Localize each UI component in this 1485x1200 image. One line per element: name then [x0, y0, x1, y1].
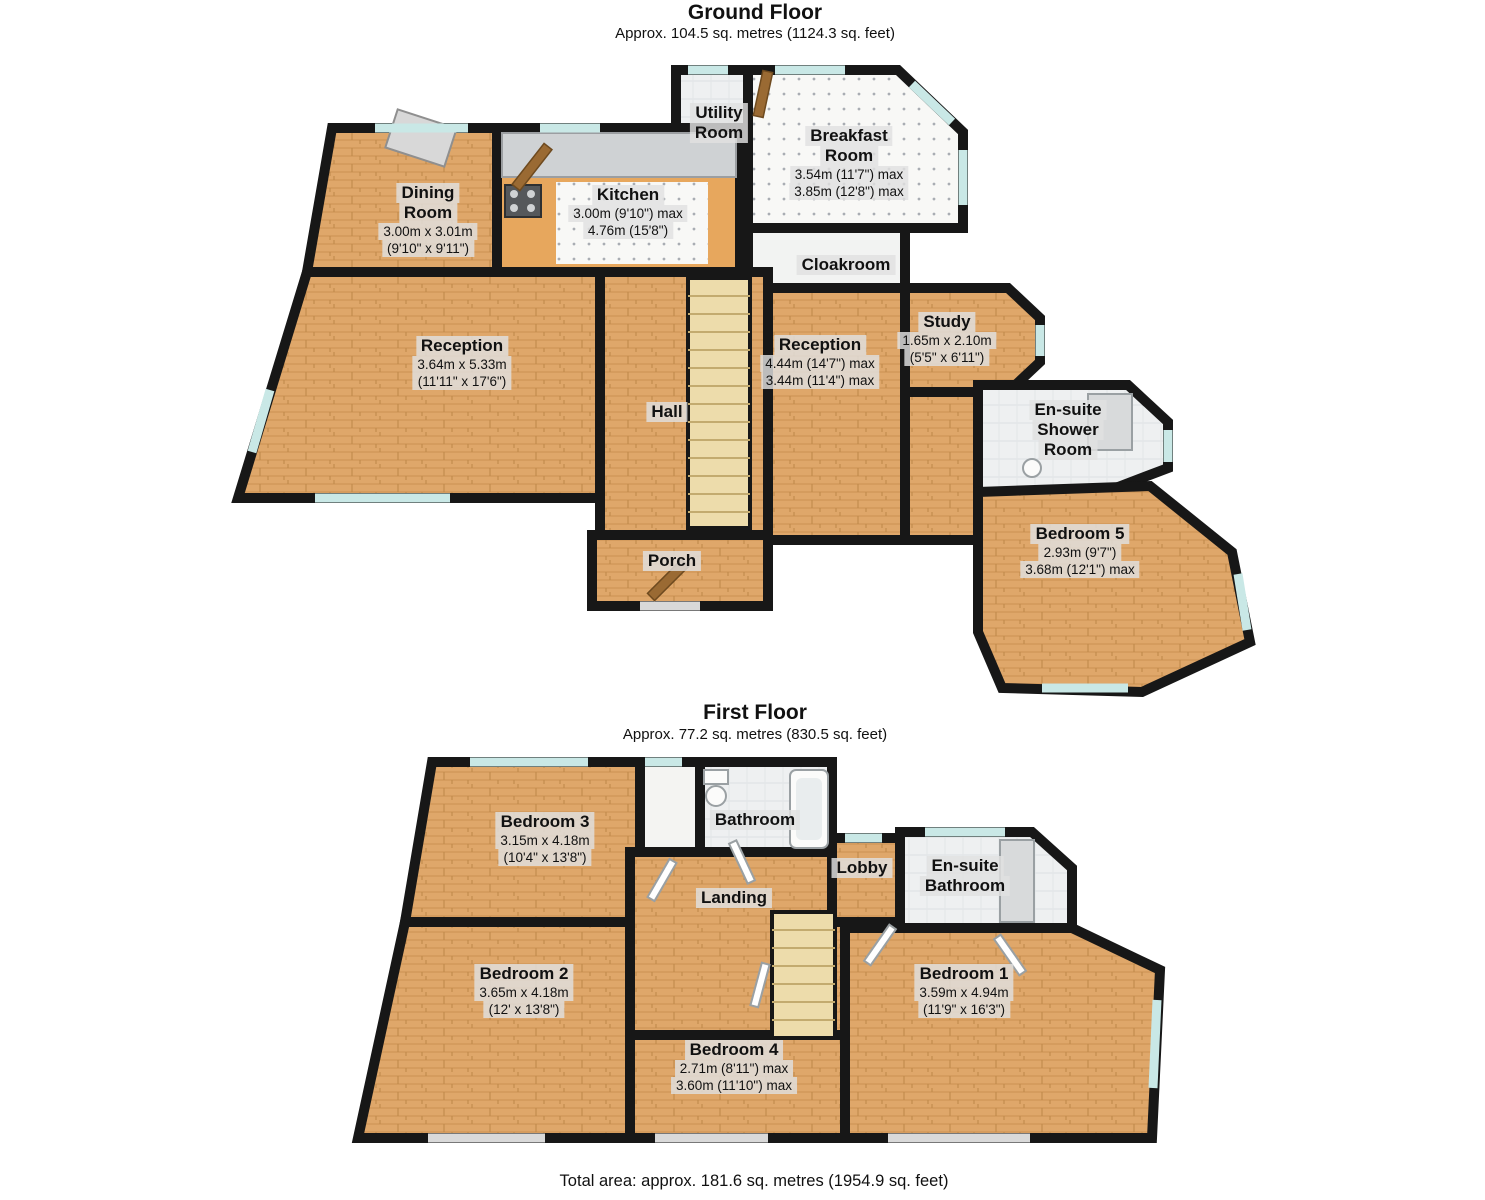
room-dim-line: (11'9" x 16'3") [918, 1001, 1010, 1018]
inner-hall-floor [905, 392, 978, 540]
room-name-line: Room [1039, 440, 1097, 460]
first-floor-subtitle: Approx. 77.2 sq. metres (830.5 sq. feet) [622, 726, 888, 743]
label-ensuite-shower-room [1029, 400, 1106, 460]
hob-burner [510, 190, 518, 198]
room-name-line: Bedroom 1 [915, 964, 1014, 984]
room-dim-line: (11'11" x 17'6") [413, 373, 512, 390]
label-dining-room [378, 183, 477, 257]
ground-floor-stairs [688, 278, 750, 528]
room-dim-line: (12' x 13'8") [484, 1001, 565, 1018]
room-name-line: Bathroom [920, 876, 1010, 896]
room-name-line: Porch [643, 551, 701, 571]
ground-floor-subtitle: Approx. 104.5 sq. metres (1124.3 sq. feet) [615, 25, 895, 42]
room-name-line: Room [690, 123, 748, 143]
room-name-line: Room [820, 146, 878, 166]
label-hall [646, 402, 687, 422]
room-name-line: Shower [1032, 420, 1103, 440]
ensuite-basin-shape [1023, 459, 1041, 477]
room-lobby-floor [832, 838, 900, 922]
label-bedroom3 [495, 812, 594, 866]
label-breakfast-room [789, 126, 908, 200]
room-dim-line: (5'5" x 6'11") [905, 349, 990, 366]
room-dim-line: (9'10" x 9'11") [382, 240, 474, 257]
toilet-cistern-shape [704, 770, 728, 784]
room-bedroom5-floor [978, 486, 1250, 692]
room-dim-line: 3.68m (12'1") max [1020, 561, 1139, 578]
room-dim-line: 3.85m (12'8") max [789, 183, 908, 200]
stairwell-gap-floor [640, 762, 700, 852]
room-dim-line: 4.44m (14'7") max [760, 355, 879, 372]
room-dim-line: 3.64m x 5.33m [412, 356, 511, 373]
ground-floor-title: Ground Floor [687, 1, 823, 24]
room-dim-line: 3.59m x 4.94m [914, 984, 1013, 1001]
label-ensuite-bathroom [920, 856, 1010, 896]
label-bedroom4 [671, 1040, 797, 1094]
room-name-line: En-suite [1029, 400, 1106, 420]
room-dim-line: 2.71m (8'11") max [675, 1060, 793, 1077]
label-kitchen [568, 185, 687, 239]
label-cloakroom [797, 255, 896, 275]
room-name-line: Cloakroom [797, 255, 896, 275]
room-bedroom2-floor [358, 922, 630, 1138]
label-reception-left [412, 336, 511, 390]
room-name-line: Lobby [832, 858, 893, 878]
room-bedroom1-floor [845, 928, 1160, 1138]
room-name-line: Hall [646, 402, 687, 422]
first-floor-title: First Floor [703, 701, 807, 724]
room-dim-line: 3.00m (9'10") max [568, 205, 687, 222]
room-dim-line: (10'4" x 13'8") [498, 849, 591, 866]
label-reception-right [760, 335, 879, 389]
room-reception-right-floor [768, 288, 905, 540]
label-bathroom [710, 810, 800, 830]
room-name-line: Bedroom 4 [685, 1040, 784, 1060]
room-name-line: Landing [696, 888, 772, 908]
room-name-line: Bedroom 5 [1031, 524, 1130, 544]
room-name-line: Reception [416, 336, 508, 356]
room-dim-line: 4.76m (15'8") [583, 222, 673, 239]
room-dim-line: 3.60m (11'10") max [671, 1077, 797, 1094]
room-dim-line: 2.93m (9'7") [1039, 544, 1122, 561]
room-name-line: Bathroom [710, 810, 800, 830]
label-lobby [832, 858, 893, 878]
hob-burner [527, 190, 535, 198]
label-porch [643, 551, 701, 571]
room-name-line: Dining [397, 183, 460, 203]
toilet-bowl-shape [706, 786, 726, 806]
room-name-line: Bedroom 2 [475, 964, 574, 984]
room-name-line: Reception [774, 335, 866, 355]
label-utility-room [690, 103, 748, 143]
room-name-line: Study [918, 312, 975, 332]
first-floor-stairs [772, 912, 835, 1038]
label-landing [696, 888, 772, 908]
room-name-line: Breakfast [805, 126, 893, 146]
hob-burner [527, 204, 535, 212]
room-name-line: Bedroom 3 [496, 812, 595, 832]
kitchen-hob-shape [505, 185, 541, 217]
room-name-line: Room [399, 203, 457, 223]
room-dim-line: 3.65m x 4.18m [474, 984, 573, 1001]
hob-burner [510, 204, 518, 212]
room-dim-line: 3.44m (11'4") max [761, 372, 879, 389]
room-dim-line: 3.54m (11'7") max [790, 166, 908, 183]
label-bedroom1 [914, 964, 1013, 1018]
room-name-line: Utility [690, 103, 747, 123]
bathtub-inner-shape [796, 778, 822, 840]
room-dim-line: 3.15m x 4.18m [495, 832, 594, 849]
room-dim-line: 3.00m x 3.01m [378, 223, 477, 240]
room-name-line: Kitchen [592, 185, 664, 205]
room-dim-line: 1.65m x 2.10m [897, 332, 996, 349]
label-bedroom5 [1020, 524, 1139, 578]
label-study [897, 312, 996, 366]
label-bedroom2 [474, 964, 573, 1018]
total-area-text: Total area: approx. 181.6 sq. metres (1954.9 sq. feet) [559, 1172, 949, 1190]
room-name-line: En-suite [926, 856, 1003, 876]
